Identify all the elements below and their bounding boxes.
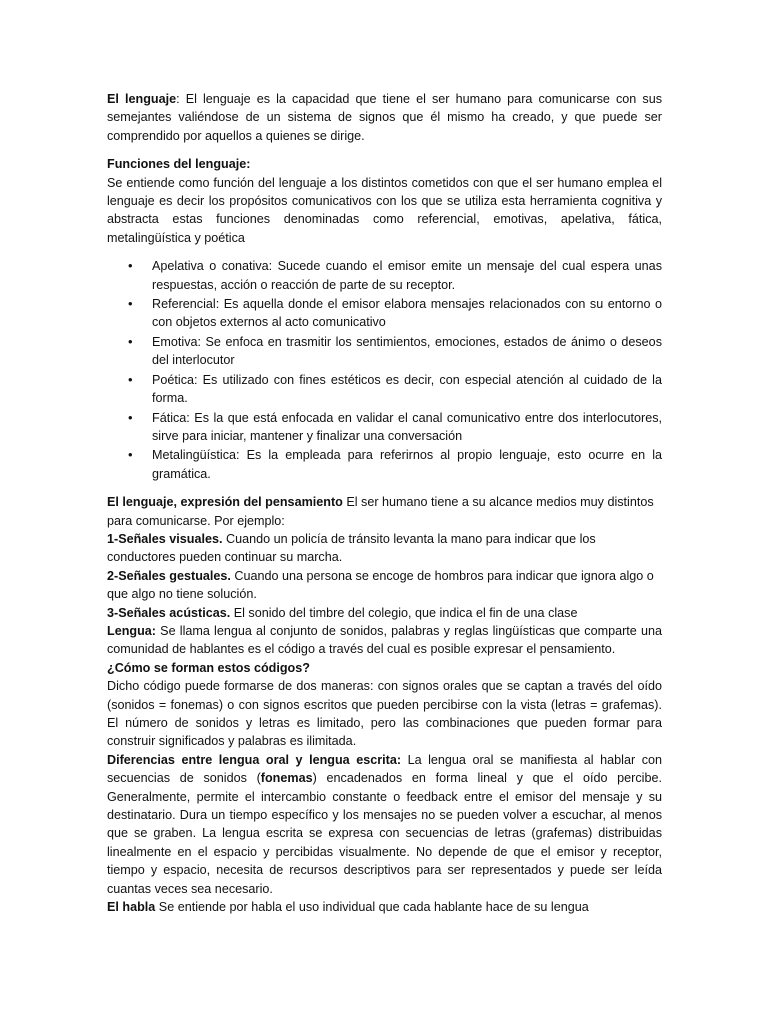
list-item-text: Referencial: Es aquella donde el emisor elabora mensajes relacionados con su entorno o con objetos externos al acto comunicativo — [152, 297, 662, 330]
expresion-heading: El lenguaje, expresión del pensamiento — [107, 495, 343, 510]
bullet-icon: • — [128, 258, 133, 274]
expresion-text: El ser humano tiene a su alcance medios muy distintos para comunicarse. Por ejemplo: — [107, 495, 654, 528]
list-item-text: Poética: Es utilizado con fines estéticos es decir, con especial atención al cuidado de la forma. — [152, 372, 662, 406]
senal-label: 1-Señales visuales. — [107, 531, 223, 546]
list-item — [128, 446, 662, 483]
funciones-heading — [107, 155, 662, 173]
senal-acustica — [107, 604, 662, 622]
diferencias-bold: fonemas — [260, 771, 313, 786]
list-item — [128, 257, 662, 294]
intro-text: : El lenguaje es la capacidad que tiene el ser humano para comunicarse con sus semejantes valiéndose de un sistema de signos que él mismo ha creado, y que puede ser comprendido por aquellos a quienes se dirige. — [107, 92, 662, 143]
intro-term: El lenguaje — [107, 92, 177, 106]
list-item — [128, 295, 662, 332]
list-item-text: Metalingüística: Es la empleada para referirnos al propio lenguaje, esto ocurre en la gramática. — [152, 448, 662, 481]
senal-gestual — [107, 567, 662, 604]
bullet-icon: • — [128, 409, 133, 425]
codigos-heading — [107, 659, 662, 677]
lengua-paragraph — [107, 622, 662, 659]
senal-text: Cuando un policía de tránsito levanta la mano para indicar que los conductores pueden continuar su marcha. — [107, 531, 596, 565]
diferencias-text-b: ) encadenados en forma lineal y que el oído percibe. Generalmente, permite el intercambio constante o feedback entre el emisor del mensaje y su destinatario. Dura un tiempo específico y los mensajes no se pueden volver a escuchar, al menos que se graben. La lengua escrita se expresa con secuencias de letras (grafemas) distribuidas linealmente en el espacio y percibidas visualmente. No depende de que el emisor y receptor, tiempo y espacio, necesita de recursos descriptivos para ser representados y puede ser leída cuantas veces sea necesario. — [107, 771, 662, 896]
habla-paragraph — [107, 898, 662, 916]
bullet-icon: • — [128, 447, 133, 463]
codigos-paragraph: Dicho código puede formarse de dos maneras: con signos orales que se captan a través del oído (sonidos = fonemas) o con signos escritos que pueden percibirse con la vista (letras = grafemas). El número de sonidos y letras es limitado, pero las combinaciones que pueden formar para construir significados y palabras es ilimitada. — [107, 679, 662, 749]
senal-text: Cuando una persona se encoge de hombros para indicar que ignora algo o que algo no tiene solución. — [107, 568, 654, 602]
list-item-text: Emotiva: Se enfoca en trasmitir los sentimientos, emociones, estados de ánimo o deseos del interlocutor — [152, 334, 662, 368]
habla-text: Se entiende por habla el uso individual que cada hablante hace de su lengua — [155, 900, 589, 915]
senal-label: 2-Señales gestuales. — [107, 568, 231, 583]
list-item — [128, 409, 662, 446]
document-page — [107, 90, 662, 916]
senal-visual — [107, 530, 662, 567]
diferencias-paragraph — [107, 751, 662, 898]
bullet-icon: • — [128, 333, 133, 349]
lengua-text: Se llama lengua al conjunto de sonidos, palabras y reglas lingüísticas que comparte una comunidad de hablantes es el código a través del cual es posible expresar el pensamiento. — [107, 623, 662, 657]
bullet-icon: • — [128, 296, 133, 312]
diferencias-heading: Diferencias entre lengua oral y lengua escrita: — [107, 752, 402, 767]
list-item-text: Apelativa o conativa: Sucede cuando el emisor emite un mensaje del cual espera unas respuestas, acción o reacción de parte de su receptor. — [152, 259, 662, 292]
bullet-icon: • — [128, 371, 133, 387]
list-item-text: Fática: Es la que está enfocada en validar el canal comunicativo entre dos interlocutores, sirve para iniciar, mantener y finalizar una conversación — [152, 410, 662, 443]
senal-label: 3-Señales acústicas. — [107, 605, 231, 620]
habla-term: El habla — [107, 900, 156, 915]
expresion-paragraph — [107, 493, 662, 530]
funciones-heading-text: Funciones del lenguaje: — [107, 157, 251, 172]
lengua-term: Lengua: — [107, 623, 156, 638]
senal-text: El sonido del timbre del colegio, que indica el fin de una clase — [230, 605, 578, 620]
intro-paragraph — [107, 90, 662, 145]
diferencias-text-a: La lengua oral se manifiesta al hablar con secuencias de sonidos ( — [107, 752, 663, 786]
funciones-list — [107, 257, 662, 483]
list-item — [128, 371, 662, 408]
funciones-paragraph: Se entiende como función del lenguaje a los distintos cometidos con que el ser humano emplea el lenguaje es decir los propósitos comunicativos con los que se utiliza esta herramienta cognitiva y abstracta estas funciones denominadas como referencial, emotivas, apelativa, fática, metalingüística y poética — [107, 175, 662, 245]
codigos-heading-text: ¿Cómo se forman estos códigos? — [107, 660, 310, 675]
list-item — [128, 333, 662, 370]
